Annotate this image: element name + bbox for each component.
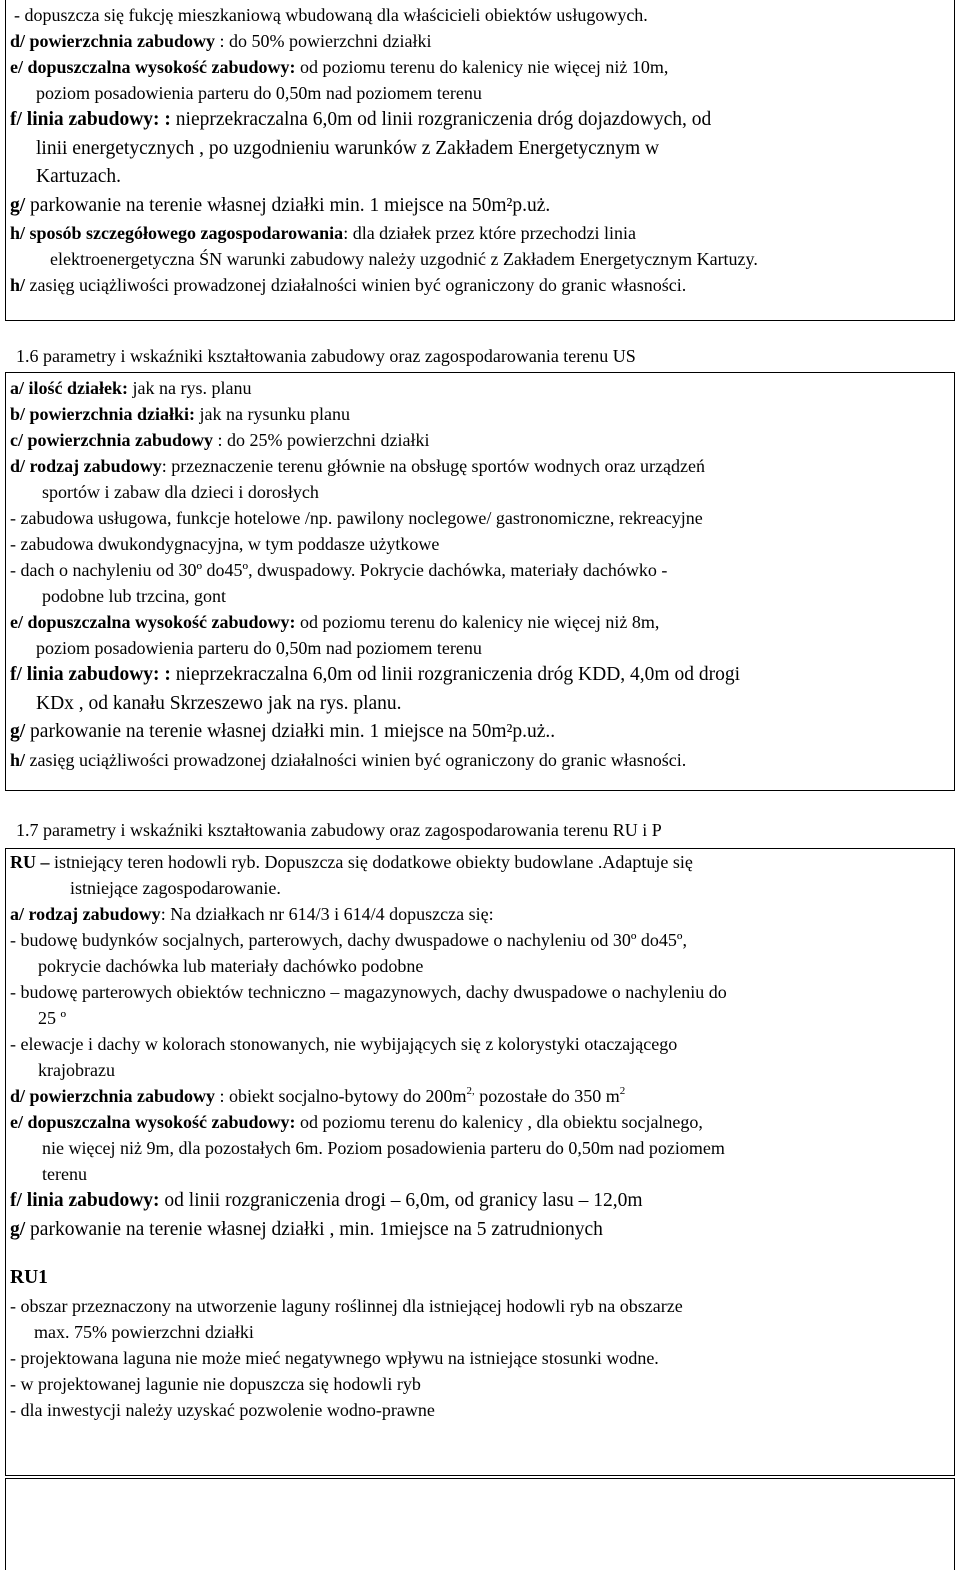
ru-item-a: a/ rodzaj zabudowy: Na działkach nr 614/3 i 614/4 dopuszcza się: [10, 904, 494, 924]
us-item-a: a/ ilość działek: jak na rys. planu [10, 378, 252, 398]
ru1-line-4: - dla inwestycji należy uzyskać pozwolenie wodno-prawne [10, 1399, 435, 1420]
ru1-line-2: - projektowana laguna nie może mieć negatywnego wpływu na istniejące stosunki wodne. [10, 1347, 659, 1368]
item-e-cont: poziom posadowienia parteru do 0,50m nad poziomem terenu [36, 83, 482, 103]
ru-item-d: d/ powierzchnia zabudowy : obiekt socjalno-bytowy do $200m^{2,}$ pozostałe do 350 $m^2$ [10, 1085, 626, 1106]
ru-item-f: f/ linia zabudowy: od linii rozgraniczenia drogi – 6,0m, od granicy lasu – 12,0m [10, 1190, 643, 1211]
ru-item-g: g/ parkowanie na terenie własnej działki , min. 1miejsce na 5 zatrudnionych [10, 1218, 603, 1240]
item-h-cont: elektroenergetyczna ŚN warunki zabudowy należy uzgodnić z Zakładem Energetycznym Kartuzy. [50, 249, 758, 269]
us-dash-3: - dach o nachyleniu od 30º do45º, dwuspadowy. Pokrycie dachówka, materiały dachówko - [10, 560, 668, 580]
ru-bullet-2-cont: 25 º [38, 1008, 67, 1028]
us-item-e-cont: poziom posadowienia parteru do 0,50m nad poziomem terenu [36, 638, 482, 658]
ru-bullet-2: - budowę parterowych obiektów techniczno – magazynowych, dachy dwuspadowe o nachyleniu do [10, 982, 727, 1002]
us-dash-1: - zabudowa usługowa, funkcje hotelowe /np. pawilony noclegowe/ gastronomiczne, rekreacyjne [10, 508, 703, 528]
us-item-h: h/ zasięg uciążliwości prowadzonej działalności winien być ograniczony do granic własności. [10, 749, 687, 770]
ru-intro-cont: istniejące zagospodarowanie. [70, 878, 281, 898]
item-h2: h/ zasięg uciążliwości prowadzonej działalności winien być ograniczony do granic własności. [10, 275, 687, 295]
section-top [10, 2, 954, 298]
us-item-g: g/ parkowanie na terenie własnej działki min. 1 miejsce na 50m²p.uż.. [10, 721, 556, 742]
us-item-f: f/ linia zabudowy: : nieprzekraczalna 6,0m od linii rozgraniczenia dróg KDD, 4,0m od drogi [10, 664, 741, 685]
us-item-b: b/ powierzchnia działki: jak na rysunku planu [10, 404, 350, 424]
item-e: e/ dopuszczalna wysokość zabudowy: od poziomu terenu do kalenicy nie więcej niż 10m, [10, 57, 669, 77]
item-g: g/ parkowanie na terenie własnej działki min. 1 miejsce na 50m²p.uż. [10, 194, 551, 216]
ru-bullet-1-cont: pokrycie dachówka lub materiały dachówko podobne [38, 956, 424, 976]
item-f-cont1: linii energetycznych , po uzgodnieniu warunków z Zakładem Energetycznym w [36, 137, 660, 159]
ru-item-e: e/ dopuszczalna wysokość zabudowy: od poziomu terenu do kalenicy , dla obiektu socjalnego, [10, 1112, 703, 1132]
item-f-cont2: Kartuzach. [36, 166, 121, 187]
section-us [10, 375, 954, 773]
ru-item-e-cont2: terenu [42, 1164, 87, 1184]
item-h: h/ sposób szczegółowego zagospodarowania: dla działek przez które przechodzi linia [10, 223, 637, 243]
ru-bullet-1: - budowę budynków socjalnych, parterowych, dachy dwuspadowe o nachyleniu od 30º do45º, [10, 930, 688, 950]
item-f: f/ linia zabudowy: : nieprzekraczalna 6,0m od linii rozgraniczenia dróg dojazdowych, od [10, 109, 712, 130]
ru1-line-1: - obszar przeznaczony na utworzenie laguny roślinnej dla istniejącej hodowli ryb na obszarze [10, 1295, 683, 1316]
empty-table-box [5, 1478, 955, 1570]
heading-ru: 1.7 parametry i wskaźniki kształtowania zabudowy oraz zagospodarowania terenu RU i P [16, 820, 662, 840]
us-item-d: d/ rodzaj zabudowy: przeznaczenie terenu głównie na obsługę sportów wodnych oraz urządzeń [10, 456, 705, 476]
ru1-line-3: - w projektowanej lagunie nie dopuszcza się hodowli ryb [10, 1373, 421, 1394]
ru-item-e-cont1: nie więcej niż 9m, dla pozostałych 6m. Poziom posadowienia parteru do 0,50m nad poziomem [42, 1138, 725, 1158]
ru-intro: RU – istniejący teren hodowli ryb. Dopuszcza się dodatkowe obiekty budowlane .Adaptuje się [10, 852, 693, 872]
section-ru [10, 849, 954, 1423]
ru-bullet-3: - elewacje i dachy w kolorach stonowanych, nie wybijających się z kolorystyki otaczającego [10, 1034, 678, 1054]
ru1-label: RU1 [10, 1267, 48, 1288]
heading-us: 1.6 parametry i wskaźniki kształtowania zabudowy oraz zagospodarowania terenu US [16, 346, 636, 366]
us-item-c: c/ powierzchnia zabudowy : do 25% powierzchni działki [10, 430, 430, 450]
us-item-e: e/ dopuszczalna wysokość zabudowy: od poziomu terenu do kalenicy nie więcej niż 8m, [10, 612, 660, 632]
us-dash-2: - zabudowa dwukondygnacyjna, w tym poddasze użytkowe [10, 534, 440, 554]
line-mixed-use: - dopuszcza się fukcję mieszkaniową wbudowaną dla właścicieli obiektów usługowych. [14, 5, 648, 25]
us-item-f-cont: KDx , od kanału Skrzeszewo jak na rys. planu. [36, 692, 402, 714]
us-item-d-cont: sportów i zabaw dla dzieci i dorosłych [42, 482, 319, 502]
ru1-line-1-cont: max. 75% powierzchni działki [34, 1321, 254, 1342]
ru-bullet-3-cont: krajobrazu [38, 1060, 115, 1080]
spacer [10, 1244, 954, 1264]
item-d: d/ powierzchnia zabudowy : do 50% powierzchni działki [10, 31, 432, 51]
us-dash-3-cont: podobne lub trzcina, gont [42, 586, 226, 606]
